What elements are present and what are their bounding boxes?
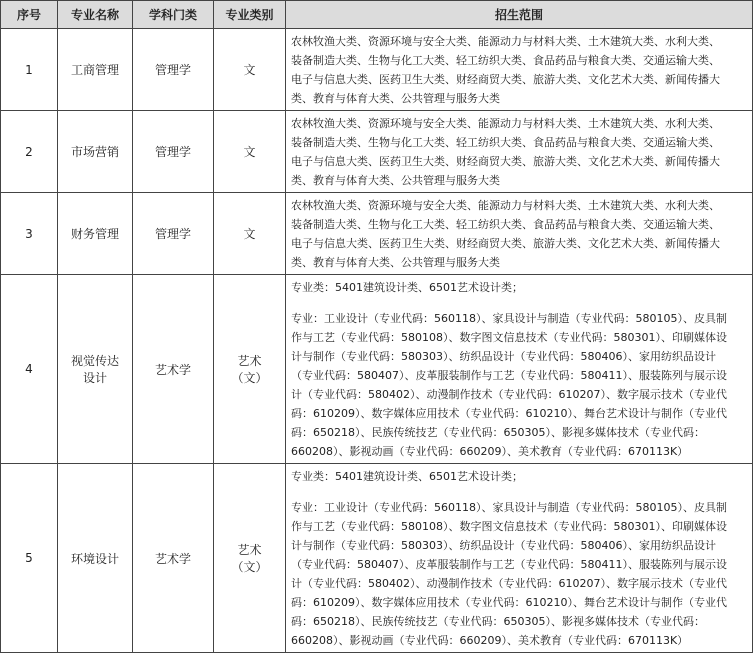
scope-line: 类、教育与体育大类、公共管理与服务大类 bbox=[291, 256, 500, 269]
row-major: 财务管理 bbox=[58, 193, 133, 275]
scope-line: 计（专业代码：580402）、动漫制作技术（专业代码：610207）、数字展示技术（专业代 bbox=[291, 388, 727, 401]
row-discipline: 管理学 bbox=[133, 193, 214, 275]
scope-line: 作与工艺（专业代码：580108）、数字图文信息技术（专业代码：580301）、印刷媒体设 bbox=[291, 331, 727, 344]
row-discipline: 管理学 bbox=[133, 111, 214, 193]
scope-line: 计（专业代码：580402）、动漫制作技术（专业代码：610207）、数字展示技术（专业代 bbox=[291, 577, 727, 590]
scope-line: 作与工艺（专业代码：580108）、数字图文信息技术（专业代码：580301）、印刷媒体设 bbox=[291, 520, 727, 533]
row-discipline: 艺术学 bbox=[133, 464, 214, 653]
category-line: （文） bbox=[231, 371, 268, 385]
scope-line: 电子与信息大类、医药卫生大类、财经商贸大类、旅游大类、文化艺术大类、新闻传播大 bbox=[291, 237, 720, 250]
row-scope bbox=[286, 29, 753, 111]
category-line: （文） bbox=[231, 560, 268, 574]
scope-line: 农林牧渔大类、资源环境与安全大类、能源动力与材料大类、土木建筑大类、水利大类、 bbox=[291, 35, 720, 48]
row-no: 1 bbox=[1, 29, 58, 111]
table-row bbox=[1, 111, 753, 193]
scope-line: （专业代码：580407）、皮革服装制作与工艺（专业代码：580411）、服装陈列与展示设 bbox=[291, 369, 727, 382]
scope-line: 计与制作（专业代码：580303）、纺织品设计（专业代码：580406）、家用纺织品设计 bbox=[291, 350, 716, 363]
scope-first-line: 专业类：5401建筑设计类、6501艺术设计类； bbox=[291, 470, 523, 483]
row-category: 文 bbox=[214, 193, 286, 275]
header-no: 序号 bbox=[1, 1, 58, 29]
row-no: 3 bbox=[1, 193, 58, 275]
row-category bbox=[214, 275, 286, 464]
scope-line: 码：610209）、数字媒体应用技术（专业代码：610210）、舞台艺术设计与制作（专业代 bbox=[291, 407, 727, 420]
scope-line: 专业：工业设计（专业代码：560118）、家具设计与制造（专业代码：580105）、皮具制 bbox=[291, 501, 727, 514]
scope-line: 类、教育与体育大类、公共管理与服务大类 bbox=[291, 174, 500, 187]
row-scope bbox=[286, 464, 753, 653]
scope-line: 装备制造大类、生物与化工大类、轻工纺织大类、食品药品与粮食大类、交通运输大类、 bbox=[291, 54, 720, 67]
row-major: 工商管理 bbox=[58, 29, 133, 111]
scope-gap bbox=[291, 486, 748, 498]
row-no: 5 bbox=[1, 464, 58, 653]
scope-line: 码：650218）、民族传统技艺（专业代码：650305）、影视多媒体技术（专业代码： bbox=[291, 426, 705, 439]
scope-line: 660208）、影视动画（专业代码：660209）、美术教育（专业代码：670113K） bbox=[291, 634, 689, 647]
row-scope bbox=[286, 275, 753, 464]
header-row bbox=[1, 1, 753, 29]
scope-line: 装备制造大类、生物与化工大类、轻工纺织大类、食品药品与粮食大类、交通运输大类、 bbox=[291, 218, 720, 231]
scope-line: 专业：工业设计（专业代码：560118）、家具设计与制造（专业代码：580105）、皮具制 bbox=[291, 312, 727, 325]
row-major bbox=[58, 275, 133, 464]
scope-line: 装备制造大类、生物与化工大类、轻工纺织大类、食品药品与粮食大类、交通运输大类、 bbox=[291, 136, 720, 149]
row-no: 4 bbox=[1, 275, 58, 464]
row-scope bbox=[286, 193, 753, 275]
category-line: 艺术 bbox=[237, 354, 262, 368]
scope-line: 660208）、影视动画（专业代码：660209）、美术教育（专业代码：670113K） bbox=[291, 445, 689, 458]
scope-line: 农林牧渔大类、资源环境与安全大类、能源动力与材料大类、土木建筑大类、水利大类、 bbox=[291, 199, 720, 212]
header-category: 专业类别 bbox=[214, 1, 286, 29]
scope-first-line: 专业类：5401建筑设计类、6501艺术设计类； bbox=[291, 281, 523, 294]
table-row bbox=[1, 29, 753, 111]
table-row bbox=[1, 193, 753, 275]
header-major: 专业名称 bbox=[58, 1, 133, 29]
table-row bbox=[1, 275, 753, 464]
scope-line: 类、教育与体育大类、公共管理与服务大类 bbox=[291, 92, 500, 105]
scope-line: 农林牧渔大类、资源环境与安全大类、能源动力与材料大类、土木建筑大类、水利大类、 bbox=[291, 117, 720, 130]
row-major: 市场营销 bbox=[58, 111, 133, 193]
scope-line: 计与制作（专业代码：580303）、纺织品设计（专业代码：580406）、家用纺织品设计 bbox=[291, 539, 716, 552]
major-line: 设计 bbox=[82, 371, 107, 385]
row-category: 文 bbox=[214, 29, 286, 111]
header-scope: 招生范围 bbox=[286, 1, 753, 29]
row-major: 环境设计 bbox=[58, 464, 133, 653]
row-discipline: 艺术学 bbox=[133, 275, 214, 464]
scope-line: 电子与信息大类、医药卫生大类、财经商贸大类、旅游大类、文化艺术大类、新闻传播大 bbox=[291, 73, 720, 86]
scope-line: 码：650218）、民族传统技艺（专业代码：650305）、影视多媒体技术（专业代码： bbox=[291, 615, 705, 628]
row-scope bbox=[286, 111, 753, 193]
table-row bbox=[1, 464, 753, 653]
category-line: 艺术 bbox=[237, 543, 262, 557]
row-no: 2 bbox=[1, 111, 58, 193]
scope-line: 电子与信息大类、医药卫生大类、财经商贸大类、旅游大类、文化艺术大类、新闻传播大 bbox=[291, 155, 720, 168]
row-category bbox=[214, 464, 286, 653]
scope-line: （专业代码：580407）、皮革服装制作与工艺（专业代码：580411）、服装陈列与展示设 bbox=[291, 558, 727, 571]
row-category: 文 bbox=[214, 111, 286, 193]
scope-line: 码：610209）、数字媒体应用技术（专业代码：610210）、舞台艺术设计与制作（专业代 bbox=[291, 596, 727, 609]
major-line: 视觉传达 bbox=[70, 354, 119, 368]
scope-gap bbox=[291, 297, 748, 309]
header-discipline: 学科门类 bbox=[133, 1, 214, 29]
row-discipline: 管理学 bbox=[133, 29, 214, 111]
